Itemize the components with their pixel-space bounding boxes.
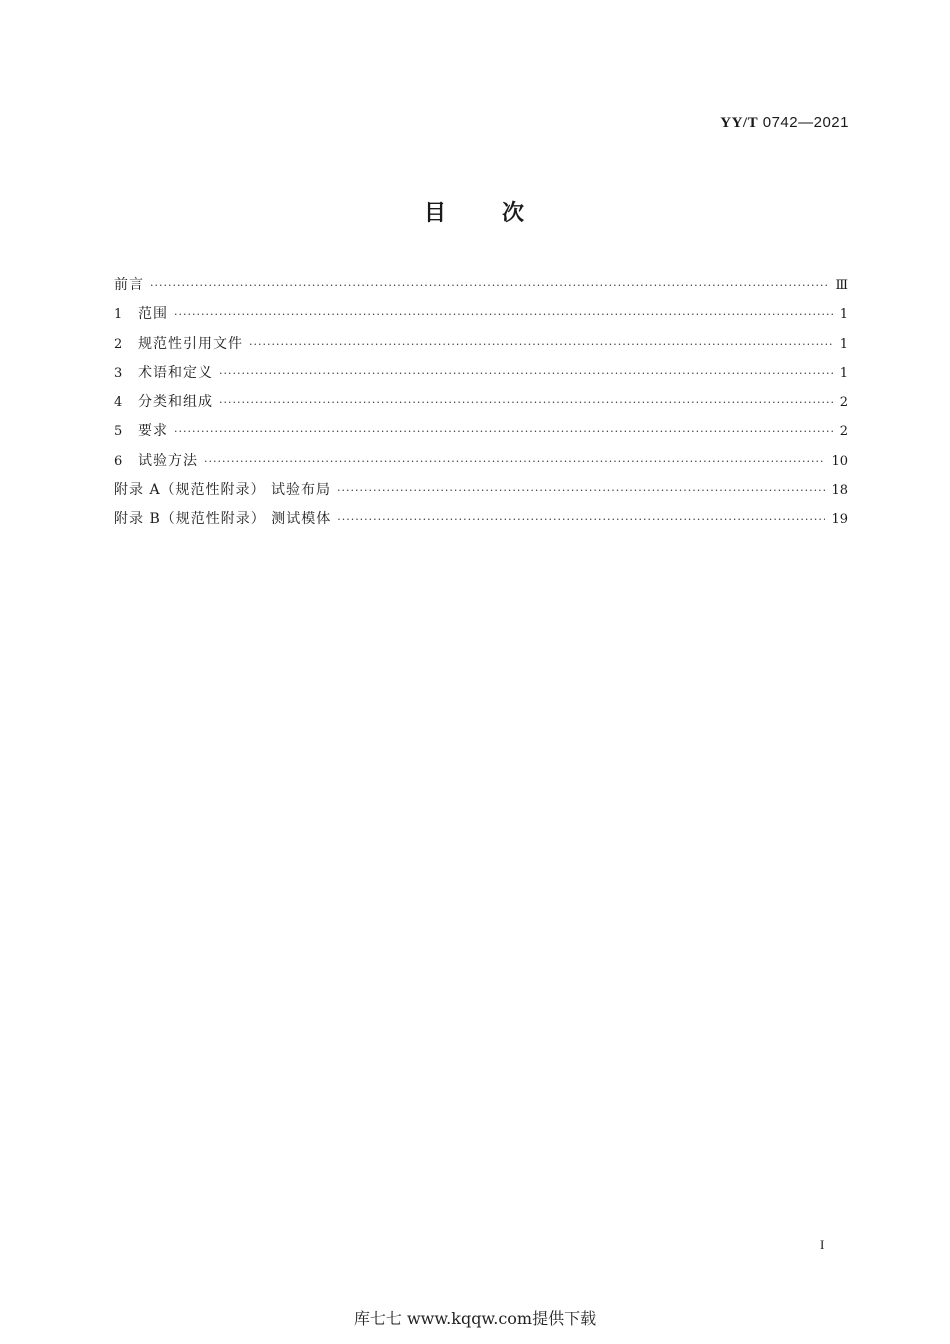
toc-entry-page: 2 (839, 395, 848, 411)
footer-watermark: 库七七 www.kqqw.com提供下载 (353, 1309, 597, 1328)
toc-leader-dots (204, 455, 825, 468)
toc-entry-number: 5 (114, 424, 123, 440)
page-number: I (820, 1237, 825, 1252)
toc-entry-label: 规范性引用文件 (138, 335, 243, 352)
toc-entry-label: 前言 (114, 277, 144, 293)
toc-entry-page: 1 (839, 365, 848, 381)
toc-entry-number: 2 (114, 336, 123, 352)
toc-entry-preface[interactable] (114, 274, 848, 303)
toc-title-char-2: 次 (502, 201, 527, 226)
toc-entry-page: 2 (839, 424, 848, 440)
document-code-number: 0742—2021 (762, 114, 849, 131)
toc-leader-dots (337, 484, 825, 497)
toc-entry-label: 范围 (138, 306, 168, 323)
toc-leader-dots (174, 308, 834, 321)
toc-entry-page: 1 (839, 307, 848, 323)
toc-leader-dots (174, 425, 834, 438)
toc-leader-dots (150, 279, 829, 292)
toc-entry-page: 18 (831, 483, 848, 499)
toc-leader-dots (249, 338, 834, 351)
toc-entry-label: 附录 A（规范性附录） 试验布局 (114, 482, 332, 499)
table-of-contents (114, 274, 848, 538)
toc-entry-page: Ⅲ (835, 278, 848, 293)
toc-entry-page: 1 (839, 336, 848, 352)
toc-entry-label: 附录 B（规范性附录） 测试模体 (114, 511, 332, 528)
toc-entry-number: 6 (114, 453, 123, 469)
toc-entry-number: 1 (114, 307, 123, 323)
toc-leader-dots (219, 367, 834, 380)
toc-entry-annex-a[interactable] (114, 479, 848, 508)
toc-entry-label: 要求 (138, 423, 168, 440)
toc-entry-normative-references[interactable] (114, 333, 848, 362)
toc-title-char-1: 目 (423, 201, 448, 226)
toc-entry-scope[interactable] (114, 303, 848, 332)
document-code-prefix: YY/T (720, 115, 759, 131)
document-code (720, 114, 849, 132)
toc-entry-page: 10 (831, 453, 848, 469)
toc-leader-dots (337, 513, 825, 526)
toc-entry-classification[interactable] (114, 391, 848, 420)
toc-entry-page: 19 (831, 512, 848, 528)
toc-entry-label: 分类和组成 (138, 394, 213, 411)
toc-entry-requirements[interactable] (114, 420, 848, 449)
toc-entry-label: 试验方法 (138, 452, 198, 469)
toc-entry-label: 术语和定义 (138, 364, 213, 381)
toc-entry-annex-b[interactable] (114, 508, 848, 537)
toc-entry-number: 3 (114, 365, 123, 381)
toc-entry-number: 4 (114, 395, 123, 411)
toc-entry-terms-definitions[interactable] (114, 362, 848, 391)
toc-entry-test-methods[interactable] (114, 450, 848, 479)
toc-title (0, 196, 950, 227)
toc-leader-dots (219, 396, 834, 409)
